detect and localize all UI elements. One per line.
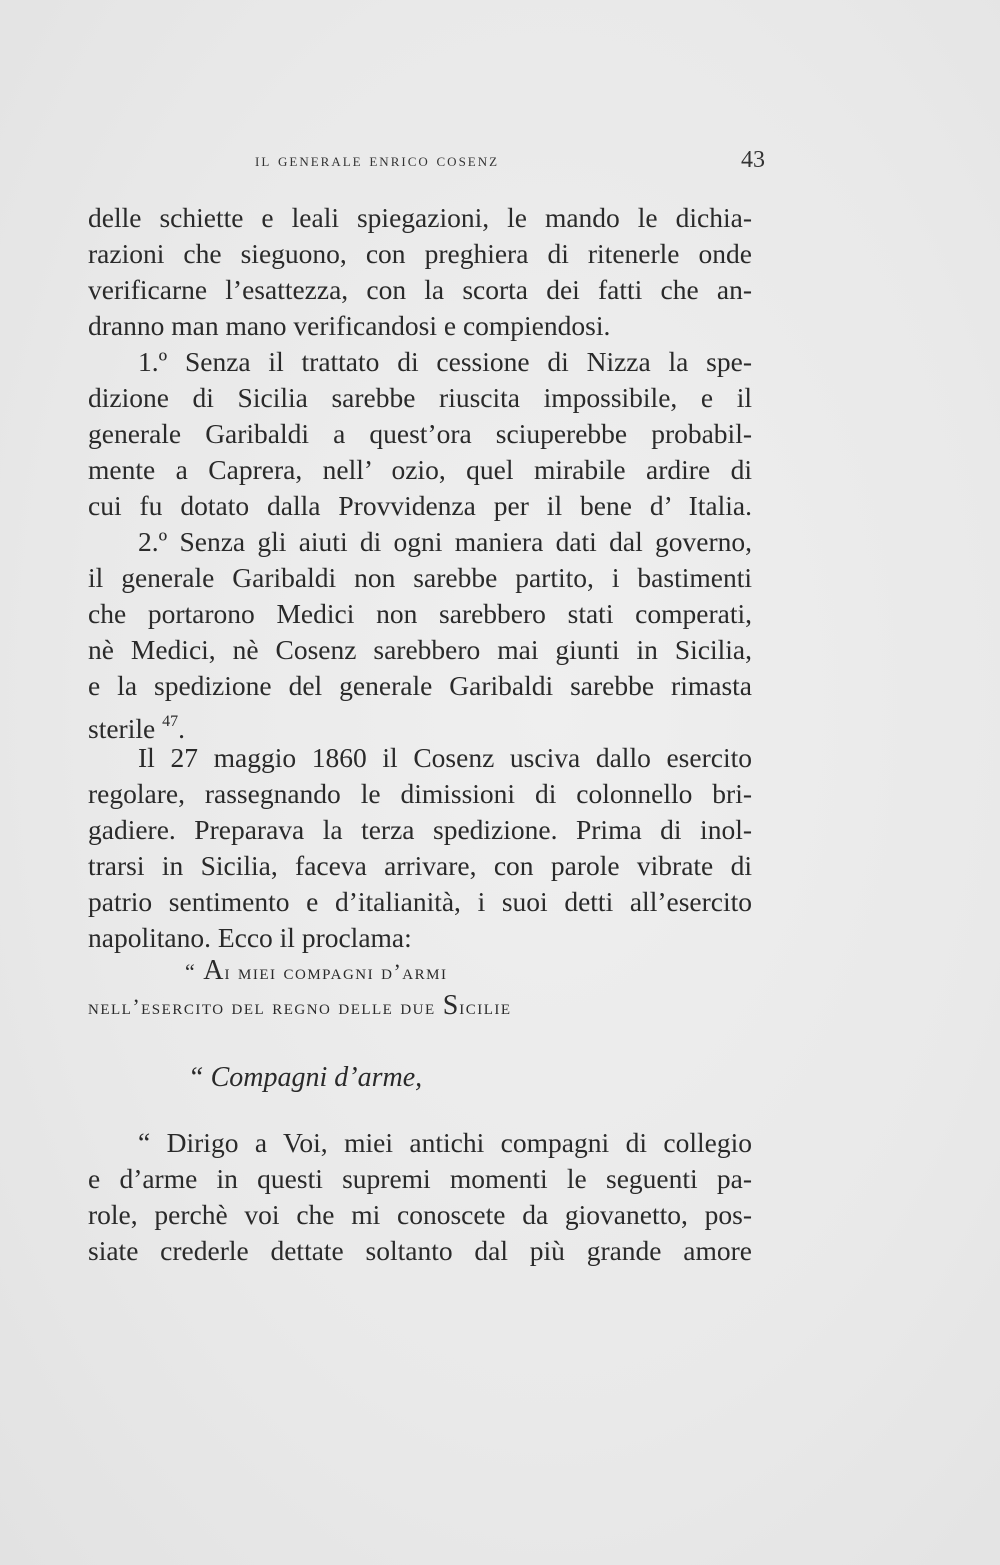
text-line: patrio sentimento e d’italianità, i suoi detti all’esercito xyxy=(88,886,752,917)
text-line: trarsi in Sicilia, faceva arrivare, con parole vibrate di xyxy=(88,850,752,881)
footnote-reference-tail: . xyxy=(178,713,185,744)
text-line: Il 27 maggio 1860 il Cosenz usciva dallo esercito xyxy=(138,742,752,773)
text-line: napolitano. Ecco il proclama: xyxy=(88,922,412,953)
text-line: cui fu dotato dalla Provvidenza per il bene d’ Italia. xyxy=(88,490,752,521)
text-line: generale Garibaldi a quest’ora sciuperebbe probabil- xyxy=(88,418,752,449)
heading-initial: S xyxy=(442,990,460,1021)
heading-open-quote: “ xyxy=(185,959,204,984)
text-line: verificarne l’esattezza, con la scorta dei fatti che an- xyxy=(88,274,752,305)
text-line: che portarono Medici non sarebbero stati comperati, xyxy=(88,598,752,629)
text-line: e d’arme in questi supremi momenti le seguenti pa- xyxy=(88,1163,752,1194)
heading-initial: A xyxy=(203,955,225,986)
text-line: gadiere. Preparava la terza spedizione. Prima di inol- xyxy=(88,814,752,845)
text-line: siate crederle dettate soltanto dal più grande amore xyxy=(88,1235,752,1266)
footnote-reference: 47 xyxy=(162,713,179,730)
text-line-fragment: sterile xyxy=(88,713,156,744)
proclamation-salutation: “ Compagni d’arme, xyxy=(188,1062,423,1093)
page-number: 43 xyxy=(741,147,765,173)
running-header xyxy=(255,147,765,180)
text-line: 2.º Senza gli aiuti di ogni maniera dati dal governo, xyxy=(138,526,752,557)
text-line: razioni che sieguono, con preghiera di ritenerle onde xyxy=(88,238,752,269)
text-line: mente a Caprera, nell’ ozio, quel mirabile ardire di xyxy=(88,454,752,485)
text-line: dizione di Sicilia sarebbe riuscita impossibile, e il xyxy=(88,382,752,413)
text-line: dranno man mano verificandosi e compiendosi. xyxy=(88,310,611,341)
text-line: nè Medici, nè Cosenz sarebbero mai giunti in Sicilia, xyxy=(88,634,752,665)
text-line: e la spedizione del generale Garibaldi sarebbe rimasta xyxy=(88,670,752,701)
proclamation-heading-line2 xyxy=(88,990,512,1022)
heading-rest: i miei compagni d’armi xyxy=(224,959,448,984)
text-line: il generale Garibaldi non sarebbe partito, i bastimenti xyxy=(88,562,752,593)
text-line: delle schiette e leali spiegazioni, le mando le dichia- xyxy=(88,202,752,233)
heading-main: nell’esercito del regno delle due xyxy=(88,994,443,1019)
proclamation-heading-line1 xyxy=(185,955,447,987)
heading-tail: icilie xyxy=(459,994,512,1019)
text-line: regolare, rassegnando le dimissioni di colonnello bri- xyxy=(88,778,752,809)
running-title: il generale enrico cosenz xyxy=(255,150,500,171)
text-line: “ Dirigo a Voi, miei antichi compagni di collegio xyxy=(138,1127,752,1158)
text-line: 1.º Senza il trattato di cessione di Nizza la spe- xyxy=(138,346,752,377)
text-line: role, perchè voi che mi conoscete da giovanetto, pos- xyxy=(88,1199,752,1230)
